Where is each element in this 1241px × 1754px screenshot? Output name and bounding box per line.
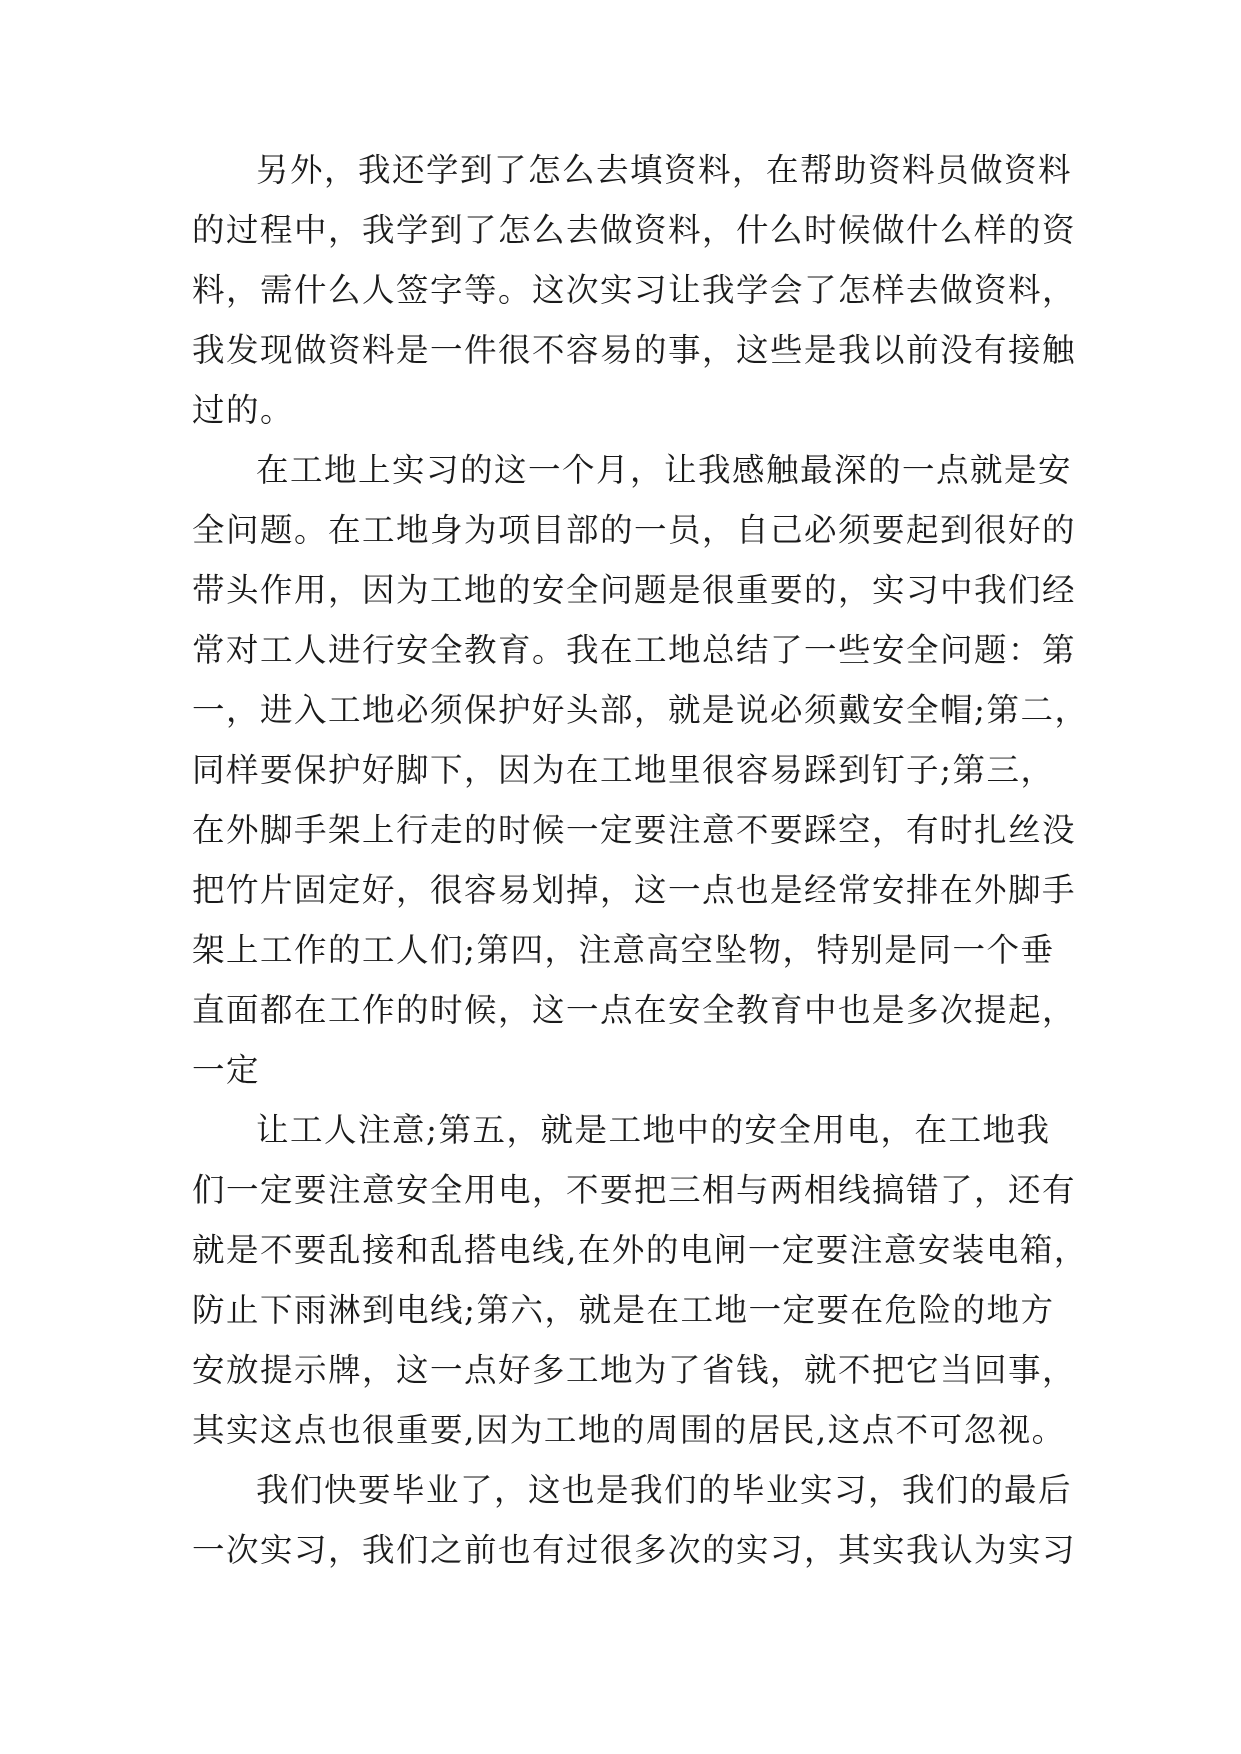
text-line: 直面都在工作的时候，这一点在安全教育中也是多次提起， bbox=[192, 991, 1077, 1029]
text-line: 在工地上实习的这一个月，让我感触最深的一点就是安 bbox=[256, 451, 1073, 489]
text-line: 一次实习，我们之前也有过很多次的实习，其实我认为实习 bbox=[192, 1531, 1077, 1569]
text-line: 我们快要毕业了，这也是我们的毕业实习，我们的最后 bbox=[256, 1471, 1073, 1509]
text-line: 的过程中，我学到了怎么去做资料，什么时候做什么样的资 bbox=[192, 211, 1077, 249]
text-line: 带头作用，因为工地的安全问题是很重要的，实习中我们经 bbox=[192, 571, 1077, 609]
text-line: 我发现做资料是一件很不容易的事，这些是我以前没有接触 bbox=[192, 331, 1077, 369]
text-line: 过的。 bbox=[192, 391, 295, 429]
text-line: 一，进入工地必须保护好头部，就是说必须戴安全帽;第二， bbox=[192, 691, 1089, 729]
text-line: 们一定要注意安全用电，不要把三相与两相线搞错了，还有 bbox=[192, 1171, 1077, 1209]
text-line: 在外脚手架上行走的时候一定要注意不要踩空，有时扎丝没 bbox=[192, 811, 1077, 849]
text-line: 常对工人进行安全教育。我在工地总结了一些安全问题：第 bbox=[192, 631, 1077, 669]
text-line: 安放提示牌，这一点好多工地为了省钱，就不把它当回事， bbox=[192, 1351, 1077, 1389]
text-line: 全问题。在工地身为项目部的一员，自己必须要起到很好的 bbox=[192, 511, 1077, 549]
text-line: 另外，我还学到了怎么去填资料，在帮助资料员做资料 bbox=[256, 151, 1073, 189]
text-line: 把竹片固定好，很容易划掉，这一点也是经常安排在外脚手 bbox=[192, 871, 1077, 909]
text-line: 料，需什么人签字等。这次实习让我学会了怎样去做资料， bbox=[192, 271, 1077, 309]
text-line: 让工人注意;第五，就是工地中的安全用电，在工地我 bbox=[256, 1111, 1051, 1149]
text-line: 架上工作的工人们;第四，注意高空坠物，特别是同一个垂 bbox=[192, 931, 1055, 969]
text-line: 同样要保护好脚下，因为在工地里很容易踩到钉子;第三， bbox=[192, 751, 1055, 789]
text-line: 就是不要乱接和乱搭电线,在外的电闸一定要注意安装电箱， bbox=[192, 1231, 1088, 1269]
text-line: 其实这点也很重要,因为工地的周围的居民,这点不可忽视。 bbox=[192, 1411, 1066, 1449]
text-line: 防止下雨淋到电线;第六，就是在工地一定要在危险的地方 bbox=[192, 1291, 1055, 1329]
text-line: 一定 bbox=[192, 1051, 261, 1089]
